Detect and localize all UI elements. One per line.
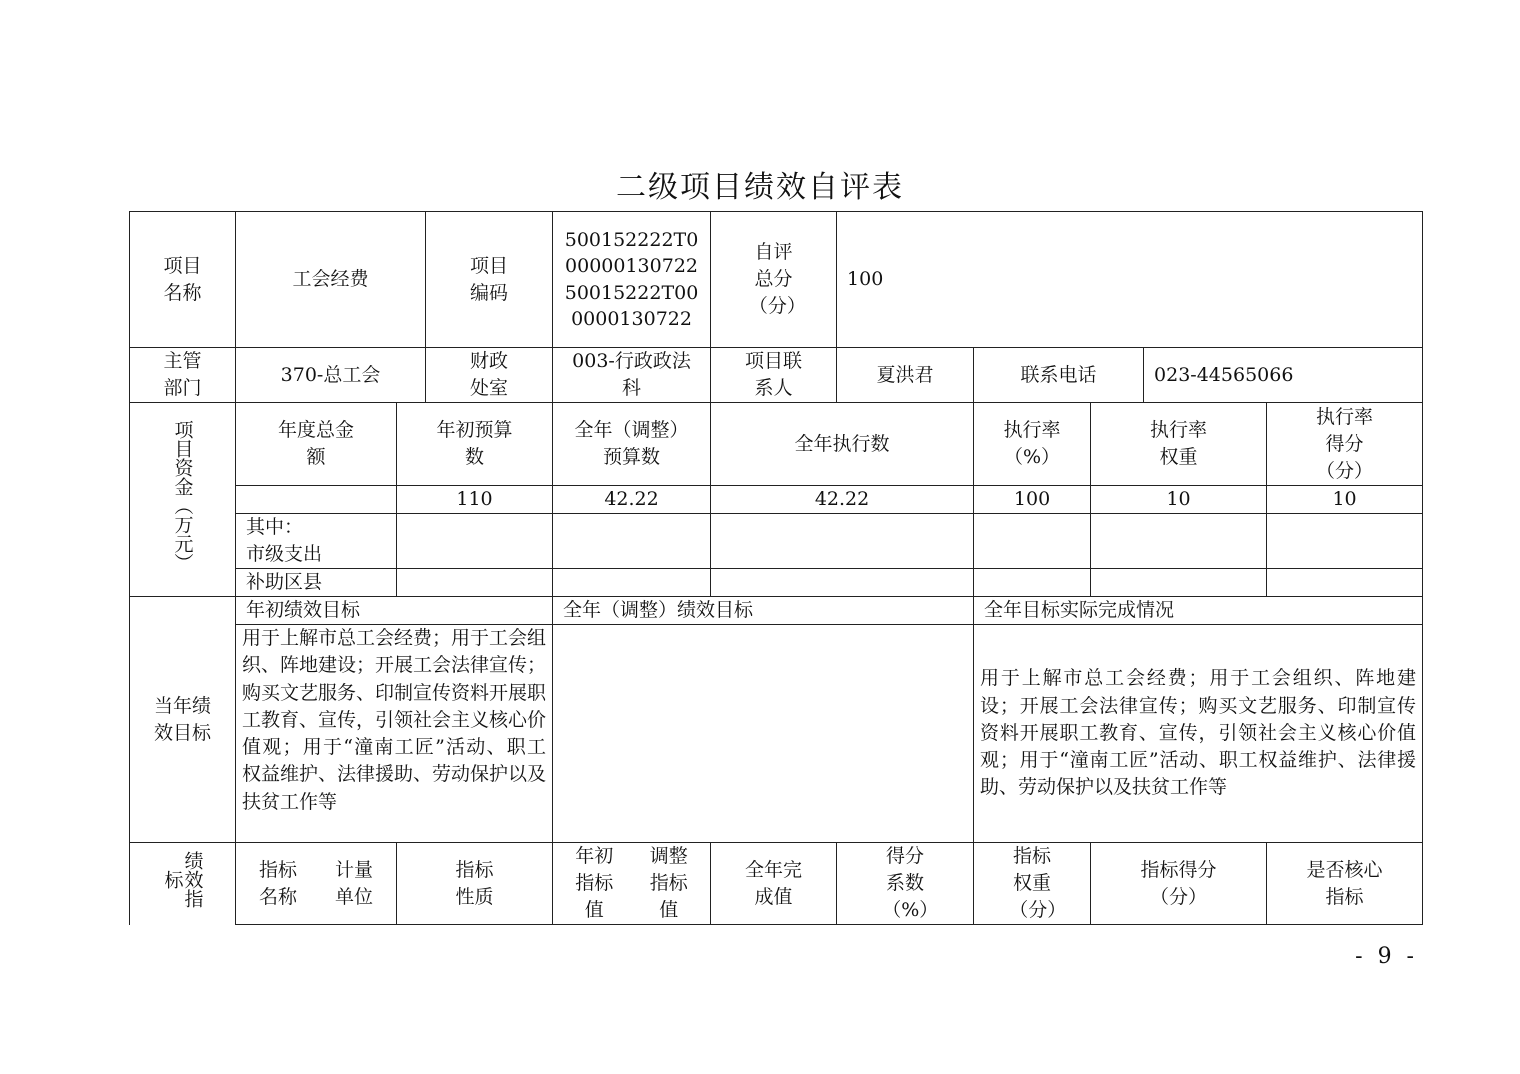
project-name-label: 项目名称 — [130, 212, 236, 348]
project-info-row — [130, 212, 1423, 348]
self-score-value: 100 — [837, 212, 1423, 348]
goal-header-row — [130, 597, 1423, 625]
self-evaluation-table — [129, 211, 1423, 925]
ind-name-text: 指标名称 — [258, 858, 297, 908]
init-value-label — [553, 843, 711, 925]
weight-label: 指标权重（分） — [974, 843, 1091, 925]
annual-total-value — [236, 486, 397, 514]
page-title: 二级项目绩效自评表 — [616, 170, 904, 205]
exec-weight-label: 执行率权重 — [1091, 403, 1267, 486]
complete-value-label: 全年完成值 — [711, 843, 837, 925]
finance-office-value: 003-行政政法科 — [553, 348, 711, 403]
contact-label: 项目联系人 — [711, 348, 837, 403]
funds-header-row — [130, 403, 1423, 486]
ind-name-label — [236, 843, 397, 925]
dept-label: 主管部门 — [130, 348, 236, 403]
project-name-value: 工会经费 — [236, 212, 426, 348]
actual-completion-cell — [974, 625, 1423, 843]
phone-label: 联系电话 — [974, 348, 1144, 403]
indicator-header-row — [130, 843, 1423, 925]
ind-score-label: 指标得分（分） — [1091, 843, 1267, 925]
exec-score-label: 执行率得分（分） — [1267, 403, 1423, 486]
county-subsidy-row — [130, 569, 1423, 597]
funds-value-row — [130, 486, 1423, 514]
county-subsidy-label: 补助区县 — [236, 569, 397, 597]
annual-goal-label: 当年绩效目标 — [130, 597, 236, 843]
exec-rate-value: 100 — [974, 486, 1091, 514]
of-which-label: 其中： — [246, 516, 304, 538]
goal-content-row — [130, 625, 1423, 843]
project-code-label: 项目编码 — [426, 212, 553, 348]
actual-exec-value: 42.22 — [711, 486, 974, 514]
initial-budget-label: 年初预算数 — [397, 403, 553, 486]
funds-label: 项目资金（万元） — [130, 403, 236, 597]
indicators-label: 绩效指标 — [130, 843, 236, 925]
page-number: - 9 - — [1355, 944, 1418, 969]
initial-goal-cell — [236, 625, 553, 843]
unit-label: 计量单位 — [334, 858, 373, 908]
actual-completion-text: 用于上解市总工会经费；用于工会组织、阵地建设；开展工会法律宣传；购买文艺服务、印制宣传资料开展职工教育、宣传，引领社会主义核心价值观；用于“潼南工匠”活动、职工权益维护、法律援助、劳动保护以及扶贫工作等 — [980, 667, 1417, 799]
exec-score-value: 10 — [1267, 486, 1423, 514]
adj-value-label: 调整指标值 — [649, 845, 688, 921]
project-code-value: 500152222T00000013072250015222T000000130722 — [553, 212, 711, 348]
annual-total-label: 年度总金额 — [236, 403, 397, 486]
adjusted-budget-label: 全年（调整）预算数 — [553, 403, 711, 486]
score-coef-label: 得分系数（%） — [837, 843, 974, 925]
city-expense-row — [130, 514, 1423, 569]
adjusted-goal-cell — [553, 625, 974, 843]
is-core-label: 是否核心指标 — [1267, 843, 1423, 925]
department-row — [130, 348, 1423, 403]
dept-value: 370-总工会 — [236, 348, 426, 403]
phone-value: 023-44565066 — [1144, 348, 1423, 403]
init-value-text: 年初指标值 — [575, 845, 614, 921]
nature-label: 指标性质 — [397, 843, 553, 925]
exec-rate-label: 执行率（%） — [974, 403, 1091, 486]
initial-goal-text: 用于上解市总工会经费；用于工会组织、阵地建设；开展工会法律宣传；购买文艺服务、印制宣传资料开展职工教育、宣传，引领社会主义核心价值观；用于“潼南工匠”活动、职工权益维护、法律援助、劳动保护以及扶贫工作等 — [242, 627, 547, 813]
initial-budget-value: 110 — [397, 486, 553, 514]
adjusted-goal-label: 全年（调整）绩效目标 — [553, 597, 974, 625]
city-expense-label — [236, 514, 397, 569]
initial-goal-label: 年初绩效目标 — [236, 597, 553, 625]
actual-exec-label: 全年执行数 — [711, 403, 974, 486]
finance-office-label: 财政处室 — [426, 348, 553, 403]
city-expense-text: 市级支出 — [246, 543, 323, 565]
actual-completion-label: 全年目标实际完成情况 — [974, 597, 1423, 625]
exec-weight-value: 10 — [1091, 486, 1267, 514]
adjusted-budget-value: 42.22 — [553, 486, 711, 514]
self-score-label: 自评总分（分） — [711, 212, 837, 348]
contact-value: 夏洪君 — [837, 348, 974, 403]
